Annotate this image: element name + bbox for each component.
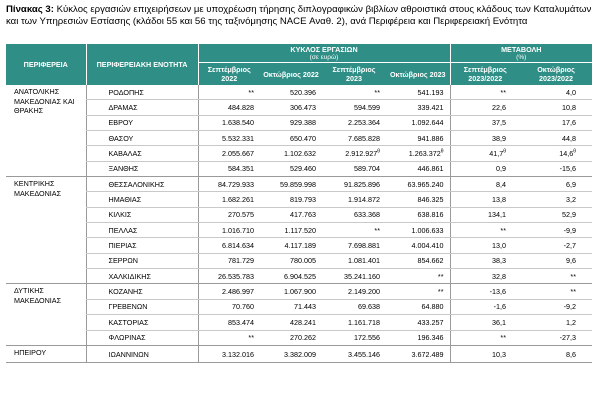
cell-oct-2022 <box>260 85 322 100</box>
cell-sep-2023 <box>322 207 386 222</box>
cell-sep-2023 <box>322 100 386 115</box>
cell-oct-2022-value: 306.473 <box>290 103 316 113</box>
header-turnover-title: ΚΥΚΛΟΣ ΕΡΓΑΣΙΩΝ <box>290 45 358 54</box>
cell-sep-2023 <box>322 315 386 330</box>
cell-sep-2022-value: ** <box>248 87 254 97</box>
unit-name: ΗΜΑΘΙΑΣ <box>86 192 198 207</box>
unit-name: ΚΑΣΤΟΡΙΑΣ <box>86 315 198 330</box>
cell-change-oct-value: 1,2 <box>566 317 577 327</box>
cell-oct-2023 <box>386 146 450 161</box>
cell-change-sep-value: 38,9 <box>492 133 507 143</box>
turnover-table <box>6 44 592 363</box>
cell-change-sep-value: 13,0 <box>492 241 507 251</box>
cell-sep-2022-value: 781.729 <box>228 256 254 266</box>
cell-change-oct-value: ** <box>570 287 577 297</box>
table-row <box>6 315 592 330</box>
cell-change-sep-value: ** <box>500 87 507 97</box>
cell-oct-2022-value: 520.396 <box>290 87 316 97</box>
cell-change-oct-value: -27,3 <box>559 333 577 343</box>
unit-name: ΣΕΡΡΩΝ <box>86 253 198 268</box>
cell-oct-2023-value: 3.672.489 <box>411 349 444 359</box>
header-col-change-sep: Σεπτέμβριος 2023/2022 <box>450 63 520 86</box>
cell-sep-2022 <box>198 177 260 192</box>
unit-name: ΓΡΕΒΕΝΩΝ <box>86 299 198 314</box>
cell-change-oct-value: -9,2 <box>563 302 577 312</box>
cell-change-sep <box>450 177 520 192</box>
table-row <box>6 345 592 362</box>
cell-sep-2022 <box>198 100 260 115</box>
cell-change-oct-value: 9,6 <box>566 256 577 266</box>
cell-sep-2022 <box>198 223 260 238</box>
cell-oct-2023-value: 1.006.633 <box>411 225 444 235</box>
cell-sep-2023 <box>322 269 386 284</box>
cell-oct-2022-value: 417.763 <box>290 210 316 220</box>
cell-oct-2022-value: 6.904.525 <box>284 271 316 281</box>
cell-sep-2022 <box>198 238 260 253</box>
cell-change-oct <box>520 85 592 100</box>
cell-sep-2023 <box>322 161 386 176</box>
table-row <box>6 146 592 161</box>
unit-name: ΔΡΑΜΑΣ <box>86 100 198 115</box>
cell-oct-2022 <box>260 345 322 362</box>
cell-oct-2022 <box>260 284 322 299</box>
cell-oct-2023-value: 446.861 <box>417 164 444 174</box>
cell-oct-2023-value: 4.004.410 <box>411 241 444 251</box>
cell-sep-2023-value: 91.825.896 <box>344 179 380 189</box>
cell-change-oct-value: 10,8 <box>562 103 577 113</box>
cell-sep-2022 <box>198 253 260 268</box>
cell-change-oct-value: 8,6 <box>566 349 577 359</box>
header-turnover-group <box>198 44 450 63</box>
table-row <box>6 284 592 299</box>
cell-sep-2022 <box>198 345 260 362</box>
cell-oct-2022 <box>260 315 322 330</box>
table-row <box>6 299 592 314</box>
cell-oct-2022 <box>260 131 322 146</box>
cell-sep-2022 <box>198 115 260 130</box>
cell-change-sep-value: 22,6 <box>492 103 507 113</box>
table-row <box>6 131 592 146</box>
cell-sep-2022-value: 70.760 <box>232 302 254 312</box>
cell-change-oct-value: 17,6 <box>562 118 577 128</box>
cell-oct-2023 <box>386 100 450 115</box>
cell-sep-2022 <box>198 330 260 345</box>
cell-sep-2023-value: 1.081.401 <box>348 256 380 266</box>
cell-sep-2022-value: 1.638.540 <box>222 118 254 128</box>
cell-oct-2023-value: 196.346 <box>417 333 444 343</box>
cell-change-sep <box>450 115 520 130</box>
cell-sep-2023 <box>322 192 386 207</box>
header-unit: ΠΕΡΙΦΕΡΕΙΑΚΗ ΕΝΟΤΗΤΑ <box>86 44 198 85</box>
cell-oct-2022-value: 819.793 <box>290 195 316 205</box>
footnote-mark: θ <box>377 148 380 155</box>
cell-sep-2022 <box>198 161 260 176</box>
cell-sep-2023-value: 589.704 <box>354 164 380 174</box>
cell-change-oct-value: 44,8 <box>562 133 577 143</box>
cell-oct-2023-value: 339.421 <box>417 103 444 113</box>
cell-sep-2022-value: 1.682.261 <box>222 195 254 205</box>
unit-name: ΚΑΒΑΛΑΣ <box>86 146 198 161</box>
cell-oct-2022 <box>260 115 322 130</box>
cell-oct-2022 <box>260 161 322 176</box>
cell-oct-2023 <box>386 223 450 238</box>
cell-oct-2023-value: 64.880 <box>421 302 444 312</box>
cell-change-oct <box>520 269 592 284</box>
unit-name: ΘΑΣΟΥ <box>86 131 198 146</box>
cell-sep-2023-value: ** <box>374 87 380 97</box>
cell-oct-2022-value: 270.262 <box>290 333 316 343</box>
cell-change-sep-value: 134,1 <box>488 210 507 220</box>
cell-sep-2022-value: ** <box>248 333 254 343</box>
cell-change-sep <box>450 269 520 284</box>
table-body <box>6 85 592 363</box>
cell-sep-2023 <box>322 253 386 268</box>
cell-sep-2023 <box>322 177 386 192</box>
cell-sep-2023-value: 35.241.160 <box>344 271 380 281</box>
cell-sep-2022-value: 1.016.710 <box>222 225 254 235</box>
cell-change-sep <box>450 299 520 314</box>
cell-change-oct-value: -15,6 <box>559 164 577 174</box>
caption-label: Πίνακας 3: <box>6 4 54 15</box>
cell-change-oct-value: ** <box>570 271 577 281</box>
cell-oct-2023 <box>386 284 450 299</box>
cell-change-oct <box>520 315 592 330</box>
cell-sep-2022 <box>198 284 260 299</box>
cell-sep-2022 <box>198 315 260 330</box>
table-row <box>6 177 592 192</box>
cell-oct-2023 <box>386 330 450 345</box>
cell-oct-2022-value: 4.117.189 <box>284 241 316 251</box>
cell-change-sep-value: ** <box>500 225 507 235</box>
cell-sep-2022 <box>198 192 260 207</box>
cell-oct-2023-value: 541.193 <box>417 87 444 97</box>
cell-change-sep <box>450 238 520 253</box>
cell-oct-2022-value: 929.388 <box>290 118 316 128</box>
cell-sep-2023-value: 7.685.828 <box>348 133 380 143</box>
cell-oct-2023-value: ** <box>437 271 444 281</box>
cell-change-oct <box>520 161 592 176</box>
cell-change-oct <box>520 115 592 130</box>
cell-sep-2023-value: 1.914.872 <box>348 195 380 205</box>
cell-change-sep-value: 32,8 <box>492 271 507 281</box>
cell-oct-2022-value: 780.005 <box>290 256 316 266</box>
cell-sep-2022-value: 584.351 <box>228 164 254 174</box>
cell-change-oct <box>520 345 592 362</box>
table-row <box>6 253 592 268</box>
cell-oct-2023-value: 638.816 <box>417 210 444 220</box>
header-col-oct22: Οκτώβριος 2022 <box>260 63 322 86</box>
cell-change-sep <box>450 131 520 146</box>
cell-oct-2023 <box>386 207 450 222</box>
cell-sep-2023 <box>322 299 386 314</box>
table-caption <box>6 4 594 28</box>
cell-oct-2023-value: 846.325 <box>417 195 444 205</box>
header-turnover-unit: (σε ευρώ) <box>309 54 339 61</box>
cell-sep-2023 <box>322 223 386 238</box>
cell-change-sep-value: 0,9 <box>496 164 507 174</box>
cell-oct-2023 <box>386 177 450 192</box>
cell-oct-2022-value: 3.382.009 <box>284 349 316 359</box>
cell-oct-2022 <box>260 223 322 238</box>
cell-change-oct-value: 14,6 <box>559 149 574 159</box>
cell-sep-2022 <box>198 207 260 222</box>
cell-sep-2023 <box>322 131 386 146</box>
cell-sep-2023-value: 3.455.146 <box>348 349 380 359</box>
header-change-group <box>450 44 592 63</box>
unit-name: ΦΛΩΡΙΝΑΣ <box>86 330 198 345</box>
cell-oct-2022-value: 59.859.998 <box>280 179 316 189</box>
cell-oct-2023-value: 63.965.240 <box>407 179 444 189</box>
table-row <box>6 192 592 207</box>
cell-oct-2022-value: 529.460 <box>290 164 316 174</box>
cell-oct-2023-value: 941.886 <box>417 133 444 143</box>
unit-name: ΕΒΡΟΥ <box>86 115 198 130</box>
cell-sep-2023-value: 2.149.200 <box>348 287 380 297</box>
cell-sep-2022-value: 26.535.783 <box>218 271 254 281</box>
cell-change-sep <box>450 253 520 268</box>
cell-change-oct <box>520 284 592 299</box>
footnote-mark: θ <box>573 148 577 155</box>
cell-sep-2022 <box>198 85 260 100</box>
footnote-mark: θ <box>503 148 507 155</box>
header-change-title: ΜΕΤΑΒΟΛΗ <box>501 45 542 54</box>
cell-change-sep <box>450 207 520 222</box>
cell-change-oct <box>520 207 592 222</box>
cell-sep-2023-value: 594.599 <box>354 103 380 113</box>
cell-change-sep-value: 37,5 <box>492 118 507 128</box>
cell-oct-2023 <box>386 131 450 146</box>
cell-sep-2023-value: 172.556 <box>354 333 380 343</box>
cell-oct-2023 <box>386 269 450 284</box>
cell-change-oct <box>520 131 592 146</box>
cell-change-oct-value: -2,7 <box>563 241 577 251</box>
cell-sep-2022-value: 6.814.634 <box>222 241 254 251</box>
cell-sep-2023-value: 7.698.881 <box>348 241 380 251</box>
cell-sep-2022-value: 484.828 <box>228 103 254 113</box>
cell-change-oct <box>520 100 592 115</box>
cell-sep-2023 <box>322 345 386 362</box>
cell-sep-2022 <box>198 146 260 161</box>
unit-name: ΞΑΝΘΗΣ <box>86 161 198 176</box>
cell-oct-2023-value: 1.263.372 <box>408 149 441 159</box>
footnote-mark: θ <box>440 148 444 155</box>
cell-change-oct <box>520 223 592 238</box>
cell-oct-2022 <box>260 299 322 314</box>
cell-change-oct <box>520 238 592 253</box>
header-region: ΠΕΡΙΦΕΡΕΙΑ <box>6 44 86 85</box>
unit-name: ΚΟΖΑΝΗΣ <box>86 284 198 299</box>
cell-sep-2022 <box>198 131 260 146</box>
header-col-sep22: Σεπτέμβριος 2022 <box>198 63 260 86</box>
cell-sep-2023-value: 69.638 <box>358 302 380 312</box>
cell-change-sep <box>450 161 520 176</box>
unit-name: ΘΕΣΣΑΛΟΝΙΚΗΣ <box>86 177 198 192</box>
cell-oct-2023 <box>386 238 450 253</box>
cell-oct-2023-value: 1.092.644 <box>411 118 444 128</box>
cell-oct-2022 <box>260 192 322 207</box>
cell-change-sep-value: 41,7 <box>489 149 504 159</box>
region-name: ΑΝΑΤΟΛΙΚΗΣ ΜΑΚΕΔΟΝΙΑΣ ΚΑΙ ΘΡΑΚΗΣ <box>6 85 86 177</box>
cell-oct-2023-value: 854.662 <box>417 256 444 266</box>
cell-change-oct <box>520 146 592 161</box>
cell-oct-2023 <box>386 115 450 130</box>
cell-sep-2022-value: 853.474 <box>228 317 254 327</box>
table-row <box>6 115 592 130</box>
cell-change-sep-value: -1,6 <box>493 302 507 312</box>
cell-oct-2023 <box>386 253 450 268</box>
cell-change-sep <box>450 345 520 362</box>
table-row <box>6 85 592 100</box>
cell-change-sep-value: 36,1 <box>492 317 507 327</box>
table-row <box>6 161 592 176</box>
cell-change-oct <box>520 177 592 192</box>
cell-sep-2022-value: 3.132.016 <box>222 349 254 359</box>
caption-text: Κύκλος εργασιών επιχειρήσεων με υποχρέωση τήρησης διπλογραφικών βιβλίων αθροιστικά στους κλάδους των Καταλυμάτων και των Υπηρεσιών Εστίασης (κλάδοι 55 και 56 της ταξινόμησης NACE Αναθ. 2), ανά Περιφέρεια και Περιφερειακή Ενότητα <box>6 4 592 27</box>
cell-sep-2022-value: 5.532.331 <box>222 133 254 143</box>
cell-oct-2022-value: 650.470 <box>290 133 316 143</box>
region-name: ΔΥΤΙΚΗΣ ΜΑΚΕΔΟΝΙΑΣ <box>6 284 86 345</box>
cell-change-oct-value: 6,9 <box>566 179 577 189</box>
table-row <box>6 207 592 222</box>
cell-sep-2023 <box>322 85 386 100</box>
cell-change-sep-value: -13,6 <box>489 287 507 297</box>
cell-change-sep-value: 8,4 <box>496 179 507 189</box>
table-row <box>6 238 592 253</box>
cell-oct-2022 <box>260 238 322 253</box>
cell-change-sep-value: 38,3 <box>492 256 507 266</box>
cell-change-oct <box>520 253 592 268</box>
cell-change-sep-value: ** <box>500 333 507 343</box>
cell-oct-2022 <box>260 100 322 115</box>
cell-change-oct <box>520 299 592 314</box>
cell-sep-2022-value: 84.729.933 <box>218 179 254 189</box>
cell-sep-2023-value: ** <box>374 225 380 235</box>
cell-oct-2023 <box>386 192 450 207</box>
cell-change-sep-value: 10,3 <box>492 349 507 359</box>
cell-oct-2022-value: 1.117.520 <box>284 225 316 235</box>
cell-oct-2023 <box>386 345 450 362</box>
cell-oct-2022 <box>260 177 322 192</box>
unit-name: ΚΙΛΚΙΣ <box>86 207 198 222</box>
cell-oct-2023 <box>386 315 450 330</box>
cell-sep-2023-value: 1.161.718 <box>348 317 380 327</box>
cell-change-oct-value: 4,0 <box>566 87 577 97</box>
cell-sep-2022 <box>198 269 260 284</box>
cell-change-sep <box>450 315 520 330</box>
cell-oct-2023 <box>386 85 450 100</box>
cell-sep-2023 <box>322 238 386 253</box>
cell-change-oct-value: 52,9 <box>562 210 577 220</box>
cell-sep-2023 <box>322 115 386 130</box>
table-row <box>6 330 592 345</box>
region-name: ΚΕΝΤΡΙΚΗΣ ΜΑΚΕΔΟΝΙΑΣ <box>6 177 86 284</box>
cell-sep-2023-value: 2.253.364 <box>348 118 380 128</box>
cell-sep-2022-value: 2.486.997 <box>222 287 254 297</box>
unit-name: ΡΟΔΟΠΗΣ <box>86 85 198 100</box>
cell-oct-2023 <box>386 161 450 176</box>
cell-change-oct <box>520 330 592 345</box>
region-name: ΗΠΕΙΡΟΥ <box>6 345 86 362</box>
cell-oct-2022 <box>260 330 322 345</box>
cell-oct-2022-value: 71.443 <box>294 302 316 312</box>
cell-change-sep <box>450 100 520 115</box>
cell-change-sep <box>450 146 520 161</box>
cell-change-oct-value: -9,9 <box>563 225 577 235</box>
header-col-oct23: Οκτώβριος 2023 <box>386 63 450 86</box>
cell-sep-2022 <box>198 299 260 314</box>
cell-change-sep <box>450 223 520 238</box>
header-change-unit: (%) <box>516 54 527 61</box>
unit-name: ΙΩΑΝΝΙΝΩΝ <box>86 345 198 362</box>
cell-change-sep <box>450 284 520 299</box>
header-col-change-oct: Οκτώβριος 2023/2022 <box>520 63 592 86</box>
cell-sep-2023 <box>322 284 386 299</box>
cell-oct-2022-value: 428.241 <box>290 317 316 327</box>
cell-oct-2023-value: ** <box>437 287 444 297</box>
cell-sep-2023 <box>322 146 386 161</box>
cell-oct-2023-value: 433.257 <box>417 317 444 327</box>
cell-sep-2022-value: 270.575 <box>228 210 254 220</box>
cell-oct-2022-value: 1.067.900 <box>284 287 316 297</box>
header-col-sep23: Σεπτέμβριος 2023 <box>322 63 386 86</box>
unit-name: ΠΙΕΡΙΑΣ <box>86 238 198 253</box>
unit-name: ΧΑΛΚΙΔΙΚΗΣ <box>86 269 198 284</box>
cell-change-sep <box>450 330 520 345</box>
cell-change-sep-value: 13,8 <box>492 195 507 205</box>
cell-sep-2023-value: 2.912.927 <box>345 149 378 159</box>
cell-oct-2022 <box>260 207 322 222</box>
cell-oct-2022 <box>260 253 322 268</box>
cell-change-sep <box>450 85 520 100</box>
table-row <box>6 100 592 115</box>
cell-oct-2022-value: 1.102.632 <box>284 149 316 159</box>
cell-oct-2023 <box>386 299 450 314</box>
cell-change-sep <box>450 192 520 207</box>
cell-oct-2022 <box>260 146 322 161</box>
cell-change-oct-value: 3,2 <box>566 195 577 205</box>
unit-name: ΠΕΛΛΑΣ <box>86 223 198 238</box>
cell-change-oct <box>520 192 592 207</box>
cell-oct-2022 <box>260 269 322 284</box>
cell-sep-2022-value: 2.055.667 <box>222 149 254 159</box>
cell-sep-2023 <box>322 330 386 345</box>
table-row <box>6 269 592 284</box>
cell-sep-2023-value: 633.368 <box>354 210 380 220</box>
table-row <box>6 223 592 238</box>
